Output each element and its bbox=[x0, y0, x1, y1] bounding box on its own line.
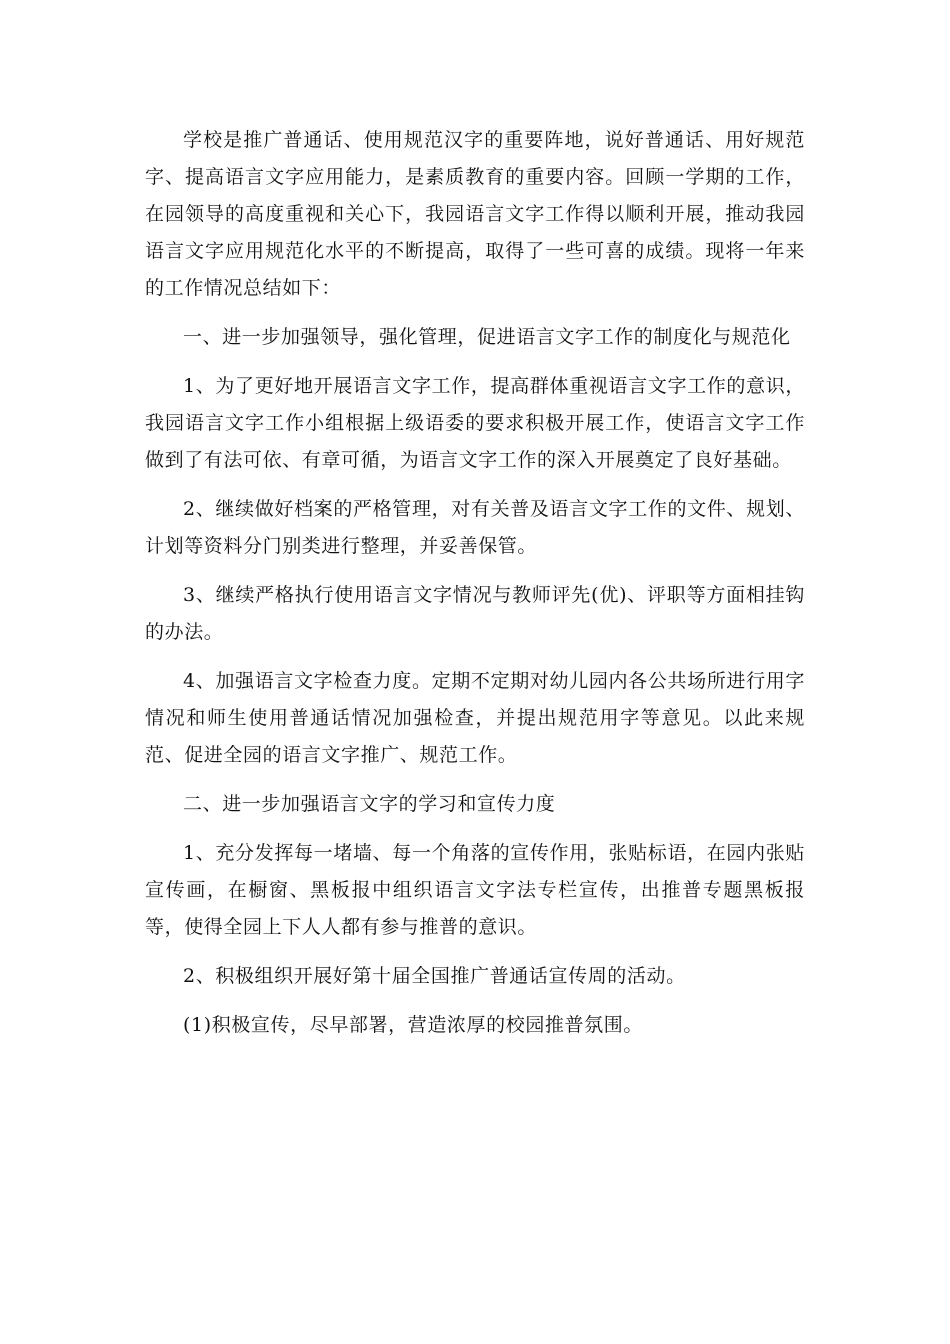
paragraph-2-2-1: (1)积极宣传，尽早部署，营造浓厚的校园推普氛围。 bbox=[183, 1014, 643, 1036]
paragraph-1-4: 4、加强语言文字检查力度。定期不定期对幼儿园内各公共场所进行用字情况和师生使用普通话情况加强检查，并提出规范用字等意见。以此来规范、促进全园的语言文字推广、规范工作。 bbox=[145, 670, 805, 766]
paragraph-intro: 学校是推广普通话、使用规范汉字的重要阵地，说好普通话、用好规范字、提高语言文字应用能力，是素质教育的重要内容。回顾一学期的工作，在园领导的高度重视和关心下，我园语言文字工作得以顺利开展，推动我园语言文字应用规范化水平的不断提高，取得了一些可喜的成绩。现将一年来的工作情况总结如下： bbox=[145, 129, 805, 299]
paragraph-2-1: 1、充分发挥每一堵墙、每一个角落的宣传作用，张贴标语，在园内张贴宣传画，在橱窗、黑板报中组织语言文字法专栏宣传，出推普专题黑板报等，使得全园上下人人都有参与推普的意识。 bbox=[145, 842, 805, 938]
paragraph-1-3: 3、继续严格执行使用语言文字情况与教师评先(优)、评职等方面相挂钩的办法。 bbox=[145, 584, 805, 643]
section-heading-1: 一、进一步加强领导，强化管理，促进语言文字工作的制度化与规范化 bbox=[183, 326, 791, 348]
paragraph-2-2: 2、积极组织开展好第十届全国推广普通话宣传周的活动。 bbox=[183, 965, 686, 987]
paragraph-1-2: 2、继续做好档案的严格管理，对有关普及语言文字工作的文件、规划、计划等资料分门别类进行整理，并妥善保管。 bbox=[145, 498, 805, 557]
section-heading-2: 二、进一步加强语言文字的学习和宣传力度 bbox=[183, 793, 556, 815]
document-body bbox=[145, 122, 805, 1044]
paragraph-1-1: 1、为了更好地开展语言文字工作，提高群体重视语言文字工作的意识，我园语言文字工作小组根据上级语委的要求积极开展工作，使语言文字工作做到了有法可依、有章可循，为语言文字工作的深入开展奠定了良好基础。 bbox=[145, 375, 805, 471]
